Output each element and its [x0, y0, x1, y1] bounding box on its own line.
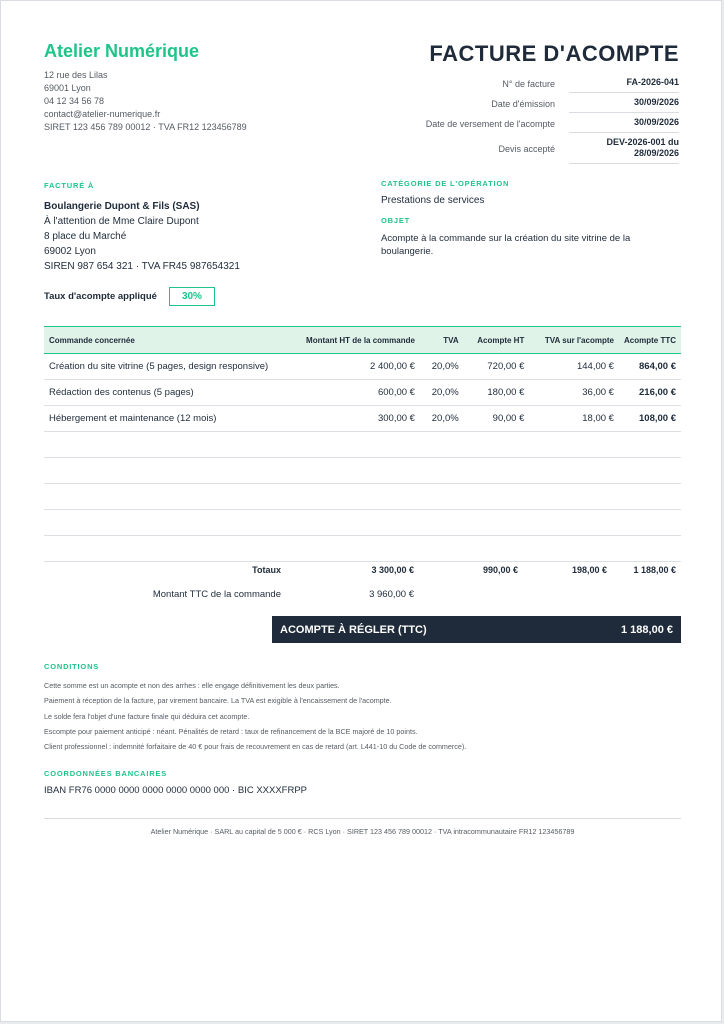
order-ttc-value: 3 960,00 € [369, 589, 414, 600]
invoice-meta [389, 73, 679, 164]
sender-block [44, 69, 247, 134]
meta-row-issue-date [389, 93, 679, 113]
cell: 180,00 € [464, 380, 530, 406]
rate-label: Taux d'acompte appliqué [44, 291, 157, 302]
meta-label: Devis accepté [498, 144, 555, 154]
conditions-label: CONDITIONS [44, 662, 100, 671]
object-line2: boulangerie. [381, 246, 434, 257]
items-table [44, 326, 681, 562]
cell: Hébergement et maintenance (12 mois) [44, 406, 284, 432]
empty-row [44, 458, 681, 484]
totals-label: Totaux [252, 565, 281, 575]
object-line1: Acompte à la commande sur la création du site vitrine de la [381, 233, 631, 244]
cell: 20,0% [420, 406, 464, 432]
totals-order-ht: 3 300,00 € [371, 565, 414, 575]
meta-label: Date de versement de l'acompte [425, 119, 555, 129]
condition-line: Cette somme est un acompte et non des arrhes : elle engage définitivement les deux parties. [44, 681, 340, 690]
bank-details: IBAN FR76 0000 0000 0000 0000 0000 000 · BIC XXXXFRPP [44, 785, 307, 796]
client-attention: À l'attention de Mme Claire Dupont [44, 216, 199, 227]
col-header: Acompte HT [464, 327, 530, 354]
billed-to-block [44, 181, 240, 274]
document-title: FACTURE D'ACOMPTE [429, 41, 679, 66]
sender-legal: SIRET 123 456 789 00012 · TVA FR12 123456789 [44, 122, 247, 132]
table-row [44, 406, 681, 432]
cell: 720,00 € [464, 354, 530, 380]
bank-block [44, 769, 307, 796]
category-value: Prestations de services [381, 195, 485, 206]
quote-ref: DEV-2026-001 du [606, 137, 679, 147]
empty-row [44, 484, 681, 510]
operation-block [381, 179, 681, 258]
cell: 864,00 € [619, 354, 681, 380]
amount-due-label: ACOMPTE À RÉGLER (TTC) [280, 624, 427, 636]
sender-address-line1: 12 rue des Lilas [44, 70, 108, 80]
sender-email: contact@atelier-numerique.fr [44, 109, 161, 119]
meta-value: FA-2026-041 [569, 73, 679, 93]
meta-label: N° de facture [502, 79, 555, 89]
totals-deposit-tva: 198,00 € [571, 565, 607, 575]
col-header: Montant HT de la commande [284, 327, 420, 354]
billed-to-label: FACTURÉ À [44, 181, 95, 190]
condition-line: Paiement à réception de la facture, par virement bancaire. La TVA est exigible à l'encaissement de l'acompte. [44, 696, 392, 706]
meta-value: 30/09/2026 [569, 113, 679, 133]
cell: 2 400,00 € [284, 354, 420, 380]
rate-badge: 30% [169, 287, 215, 306]
client-address-line2: 69002 Lyon [44, 246, 96, 257]
meta-label: Date d'émission [491, 99, 555, 109]
client-name: Boulangerie Dupont & Fils (SAS) [44, 201, 200, 212]
empty-row [44, 536, 681, 562]
cell: Rédaction des contenus (5 pages) [44, 380, 284, 406]
sender-phone: 04 12 34 56 78 [44, 96, 105, 106]
meta-row-number [389, 73, 679, 93]
table-row [44, 354, 681, 380]
condition-line: Escompte pour paiement anticipé : néant. Pénalités de retard : taux de refinancement de la BCE majoré de 10 points. [44, 726, 418, 736]
empty-row [44, 510, 681, 536]
col-header: TVA [420, 327, 464, 354]
col-header: Commande concernée [44, 327, 284, 354]
table-row [44, 380, 681, 406]
col-header: TVA sur l'acompte [529, 327, 619, 354]
conditions-block [44, 662, 684, 754]
meta-row-payment-date [389, 113, 679, 133]
meta-row-quote [389, 133, 679, 164]
meta-value: 30/09/2026 [569, 93, 679, 113]
cell: Création du site vitrine (5 pages, design responsive) [44, 354, 284, 380]
cell: 90,00 € [464, 406, 530, 432]
category-label: CATÉGORIE DE L'OPÉRATION [381, 179, 510, 188]
table-header-row [44, 327, 681, 354]
company-name: Atelier Numérique [44, 41, 200, 61]
bank-label: COORDONNÉES BANCAIRES [44, 769, 168, 778]
object-value [381, 232, 681, 258]
amount-due-value: 1 188,00 € [621, 624, 673, 636]
condition-line: Client professionnel : indemnité forfaitaire de 40 € pour frais de recouvrement en cas de retard (art. L441-10 du Code de commerce). [44, 742, 467, 752]
client-legal: SIREN 987 654 321 · TVA FR45 987654321 [44, 261, 240, 272]
col-header: Acompte TTC [619, 327, 681, 354]
quote-date: 28/09/2026 [633, 148, 679, 158]
cell: 36,00 € [529, 380, 619, 406]
deposit-rate [44, 287, 215, 306]
object-label: OBJET [381, 216, 411, 225]
amount-due-bar [272, 616, 681, 643]
totals-deposit-ht: 990,00 € [482, 565, 518, 575]
cell: 18,00 € [529, 406, 619, 432]
condition-line: Le solde fera l'objet d'une facture finale qui déduira cet acompte. [44, 711, 250, 721]
legal-footer: Atelier Numérique · SARL au capital de 5 000 € · RCS Lyon · SIRET 123 456 789 00012 · TVA intracommunautaire FR12 123456789 [44, 818, 681, 836]
meta-value [569, 133, 679, 164]
cell: 20,0% [420, 354, 464, 380]
empty-row [44, 432, 681, 458]
cell: 20,0% [420, 380, 464, 406]
cell: 108,00 € [619, 406, 681, 432]
totals-deposit-ttc: 1 188,00 € [633, 565, 676, 575]
cell: 300,00 € [284, 406, 420, 432]
cell: 144,00 € [529, 354, 619, 380]
sender-address-line2: 69001 Lyon [44, 83, 91, 93]
cell: 600,00 € [284, 380, 420, 406]
order-ttc-label: Montant TTC de la commande [152, 589, 281, 600]
cell: 216,00 € [619, 380, 681, 406]
client-address-line1: 8 place du Marché [44, 231, 127, 242]
